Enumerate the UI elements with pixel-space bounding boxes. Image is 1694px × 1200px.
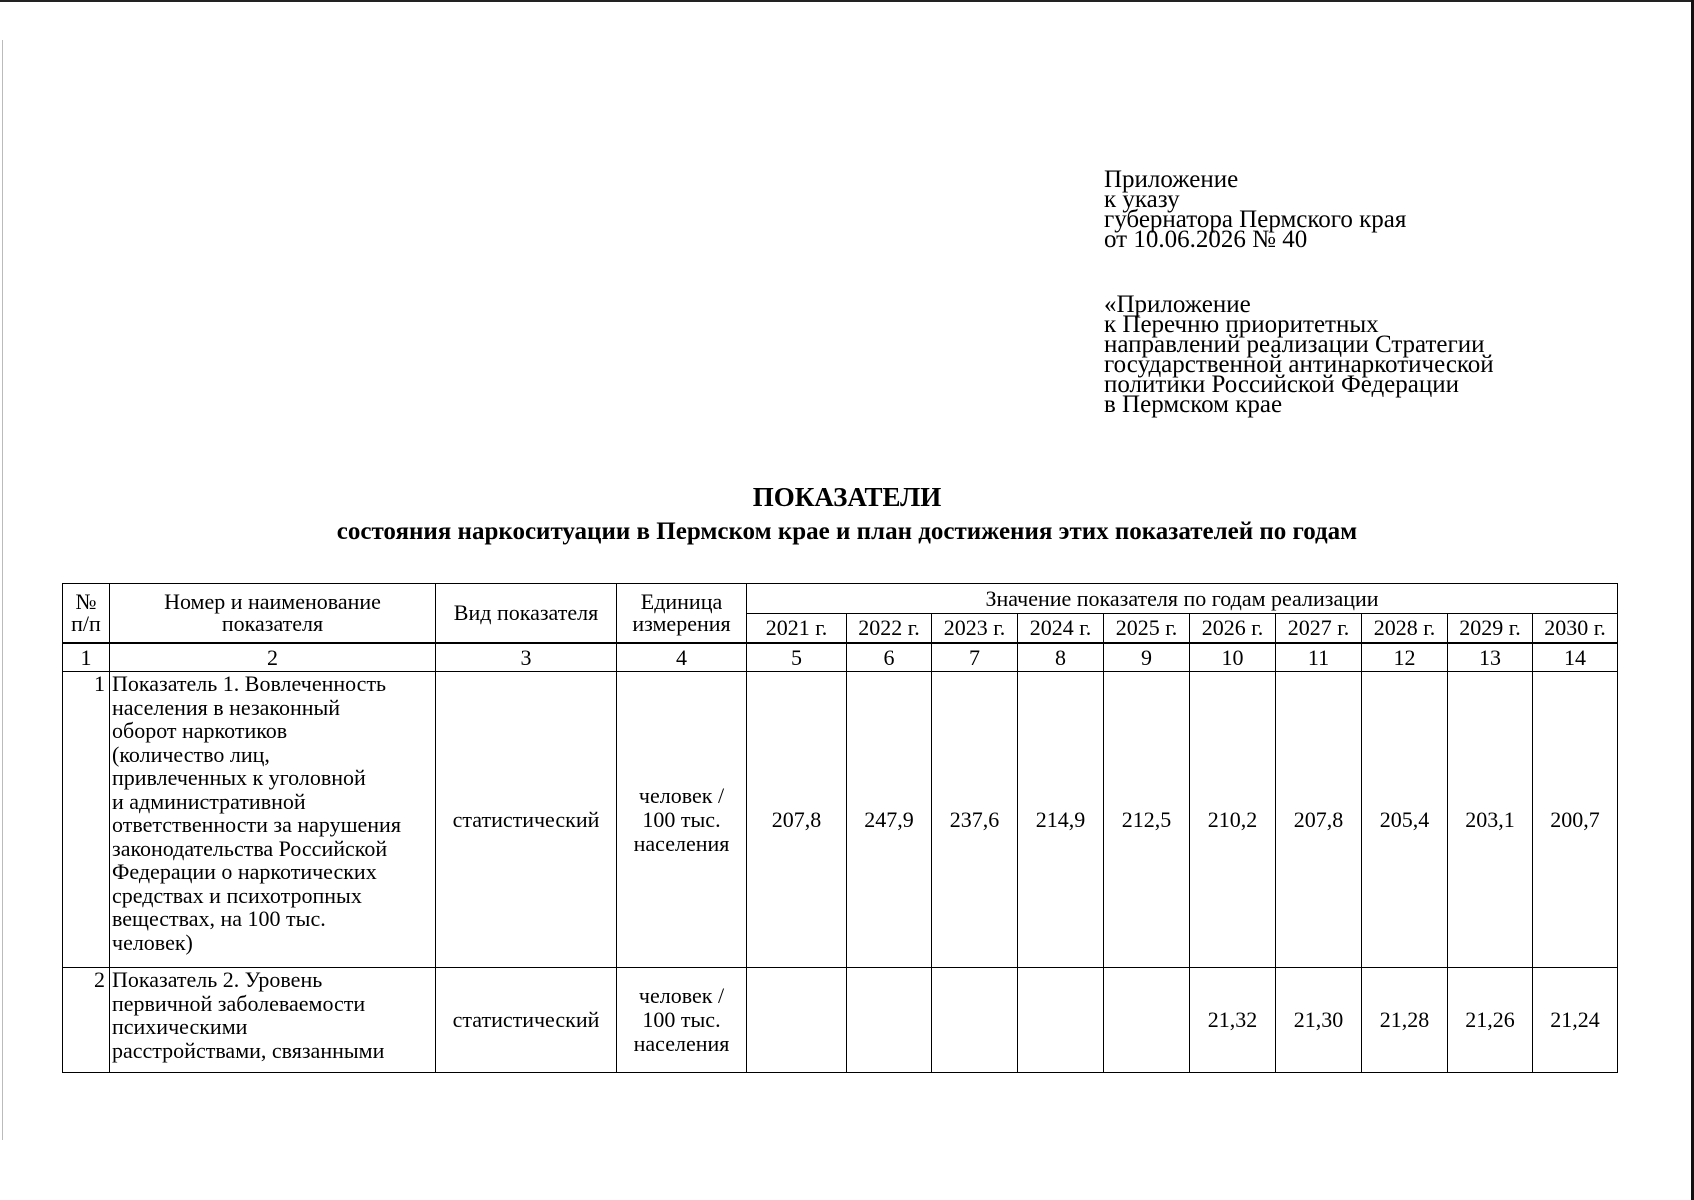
- column-number: 8: [1018, 644, 1104, 672]
- header-year: 2023 г.: [932, 614, 1018, 643]
- indicator-value: [847, 968, 932, 1073]
- indicator-name-line: средствах и психотропных: [112, 882, 362, 908]
- indicator-value: 205,4: [1362, 672, 1448, 968]
- indicator-value: 207,8: [747, 672, 847, 968]
- indicator-name-line: законодательства Российской: [112, 835, 388, 861]
- indicator-value: 212,5: [1104, 672, 1190, 968]
- indicator-value: 21,26: [1448, 968, 1533, 1073]
- indicator-unit: [617, 672, 747, 968]
- column-number: 13: [1448, 644, 1533, 672]
- indicator-unit-line: населения: [633, 1031, 730, 1056]
- indicator-value: [1018, 968, 1104, 1073]
- indicator-type: статистический: [436, 968, 617, 1073]
- header-type: Вид показателя: [436, 584, 617, 643]
- header-no-line: п/п: [71, 611, 101, 636]
- header-year: 2029 г.: [1448, 614, 1533, 643]
- column-number: 10: [1190, 644, 1276, 672]
- indicator-value: 21,28: [1362, 968, 1448, 1073]
- header-unit-line: измерения: [632, 611, 731, 636]
- column-number: 11: [1276, 644, 1362, 672]
- indicator-unit: [617, 968, 747, 1073]
- column-number: 4: [617, 644, 747, 672]
- indicator-value: 207,8: [1276, 672, 1362, 968]
- indicator-unit-line: населения: [633, 830, 730, 856]
- column-number: 12: [1362, 644, 1448, 672]
- indicator-value: 214,9: [1018, 672, 1104, 968]
- appendix-line: Приложение: [1104, 166, 1239, 193]
- appendix-block: [1104, 166, 1494, 418]
- indicator-name: [110, 672, 436, 968]
- row-number: 1: [63, 672, 110, 968]
- header-unit: [617, 584, 747, 643]
- scan-edge: [2, 40, 3, 1140]
- column-number: 3: [436, 644, 617, 672]
- document-subtitle: состояния наркоситуации в Пермском крае и план достижения этих показателей по годам: [336, 518, 1358, 545]
- header-year: 2021 г.: [747, 614, 847, 643]
- scan-edge: [0, 0, 1694, 2]
- column-number: 1: [63, 644, 110, 672]
- table-row: [63, 672, 1618, 968]
- header-year: 2027 г.: [1276, 614, 1362, 643]
- appendix-quote-line: «Приложение: [1104, 291, 1251, 318]
- indicator-name-line: оборот наркотиков: [112, 718, 288, 743]
- header-name: [110, 584, 436, 643]
- indicator-name-line: расстройствами, связанными: [112, 1037, 385, 1063]
- appendix-quote-line: политики Российской Федерации: [1104, 371, 1460, 398]
- indicator-unit-line: 100 тыс.: [642, 1007, 721, 1032]
- indicators-table: [62, 583, 1618, 1073]
- header-year: 2024 г.: [1018, 614, 1104, 643]
- column-number: 6: [847, 644, 932, 672]
- header-name-line: показателя: [221, 611, 324, 636]
- header-unit-line: Единица: [640, 589, 723, 614]
- indicator-unit-line: человек /: [638, 983, 725, 1008]
- header-name-line: Номер и наименование: [164, 589, 381, 614]
- column-number: 9: [1104, 644, 1190, 672]
- appendix-line: губернатора Пермского края: [1104, 206, 1407, 233]
- appendix-quote-line: в Пермском крае: [1104, 391, 1283, 418]
- header-year: 2025 г.: [1104, 614, 1190, 643]
- indicator-value: 210,2: [1190, 672, 1276, 968]
- appendix-quote-line: к Перечню приоритетных: [1104, 311, 1379, 338]
- appendix-quote-line: направлений реализации Стратегии: [1104, 331, 1485, 358]
- appendix-quote-line: государственной антинаркотической: [1104, 351, 1494, 378]
- indicator-value: [747, 968, 847, 1073]
- indicator-name-line: и административной: [112, 788, 306, 814]
- appendix-gap: [1104, 250, 1494, 295]
- indicator-name-line: привлеченных к уголовной: [112, 765, 366, 790]
- column-number: 5: [747, 644, 847, 672]
- column-number: 7: [932, 644, 1018, 672]
- indicator-value: 247,9: [847, 672, 932, 968]
- indicator-value: [932, 968, 1018, 1073]
- indicator-name-line: Показатель 1. Вовлеченность: [112, 671, 387, 696]
- indicator-name-line: ответственности за нарушения: [112, 812, 401, 837]
- header-values-group: Значение показателя по годам реализации: [747, 584, 1618, 614]
- appendix-line: от 10.06.2026 № 40: [1104, 226, 1308, 253]
- document-title: ПОКАЗАТЕЛИ: [752, 482, 942, 512]
- header-no: [63, 584, 110, 643]
- indicator-value: 21,32: [1190, 968, 1276, 1073]
- indicator-name: [110, 968, 436, 1073]
- indicator-name-line: населения в незаконный: [112, 694, 341, 720]
- indicator-value: 21,30: [1276, 968, 1362, 1073]
- indicator-unit-line: 100 тыс.: [642, 806, 721, 832]
- header-no-line: №: [75, 589, 97, 614]
- header-year: 2022 г.: [847, 614, 932, 643]
- header-row: [63, 584, 1618, 614]
- indicator-value: 200,7: [1533, 672, 1618, 968]
- table-row: [63, 968, 1618, 1073]
- indicator-name-line: психическими: [112, 1014, 248, 1039]
- column-number: 2: [110, 644, 436, 672]
- indicator-name-line: человек): [112, 929, 193, 955]
- header-year: 2026 г.: [1190, 614, 1276, 643]
- header-year: 2028 г.: [1362, 614, 1448, 643]
- indicator-name-line: (количество лиц,: [112, 741, 270, 767]
- row-number: 2: [63, 968, 110, 1073]
- column-number: 14: [1533, 644, 1618, 672]
- indicator-value: 237,6: [932, 672, 1018, 968]
- appendix-line: к указу: [1104, 186, 1180, 213]
- indicator-name-line: веществах, на 100 тыс.: [112, 906, 326, 931]
- indicator-unit-line: человек /: [638, 782, 725, 808]
- indicator-value: 203,1: [1448, 672, 1533, 968]
- indicator-name-line: Федерации о наркотических: [112, 859, 377, 884]
- header-year: 2030 г.: [1533, 614, 1618, 643]
- indicator-value: 21,24: [1533, 968, 1618, 1073]
- indicator-name-line: первичной заболеваемости: [112, 990, 366, 1016]
- indicator-value: [1104, 968, 1190, 1073]
- indicator-name-line: Показатель 2. Уровень: [112, 967, 323, 992]
- indicator-type: статистический: [436, 672, 617, 968]
- column-numbers-row: [63, 644, 1618, 672]
